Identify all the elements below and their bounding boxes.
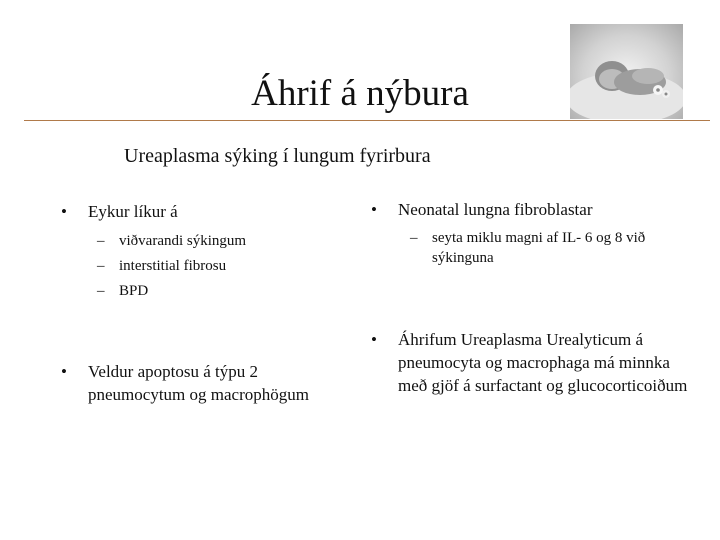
dash-icon: – — [410, 230, 418, 246]
right-subitem-1-text: seyta miklu magni af IL- 6 og 8 við sýkinguna — [432, 230, 646, 266]
bullet-icon: • — [61, 202, 67, 221]
right-subitem-1 — [410, 228, 687, 268]
bullet-icon: • — [371, 330, 377, 349]
right-bullet-2 — [371, 328, 698, 397]
dash-icon: – — [97, 283, 105, 299]
left-bullet-2 — [61, 360, 353, 406]
left-subitem-3-text: BPD — [119, 283, 149, 299]
bullet-icon: • — [61, 362, 67, 381]
right-bullet-1-text: Neonatal lungna fibroblastar — [398, 200, 593, 219]
right-bullet-1 — [371, 198, 593, 221]
slide-subtitle: Ureaplasma sýking í lungum fyrirbura — [124, 145, 431, 167]
left-subitem-1 — [97, 231, 247, 251]
left-bullet-2-text: Veldur apoptosu á týpu 2 pneumocytum og macrophögum — [88, 362, 309, 404]
left-subitem-2-text: interstitial fibrosu — [119, 258, 227, 274]
left-subitem-1-text: viðvarandi sýkingum — [119, 233, 247, 249]
bullet-icon: • — [371, 200, 377, 219]
left-subitem-3 — [97, 281, 149, 301]
right-bullet-2-text: Áhrifum Ureaplasma Urealyticum á pneumocyta og macrophaga má minnka með gjöf á surfactant og glucocorticoiðum — [398, 330, 688, 395]
dash-icon: – — [97, 258, 105, 274]
left-bullet-1-text: Eykur líkur á — [88, 202, 178, 221]
dash-icon: – — [97, 233, 105, 249]
left-subitem-2 — [97, 256, 227, 276]
title-divider — [24, 120, 710, 121]
left-bullet-1 — [61, 200, 178, 223]
slide-title: Áhrif á nýbura — [251, 73, 469, 114]
